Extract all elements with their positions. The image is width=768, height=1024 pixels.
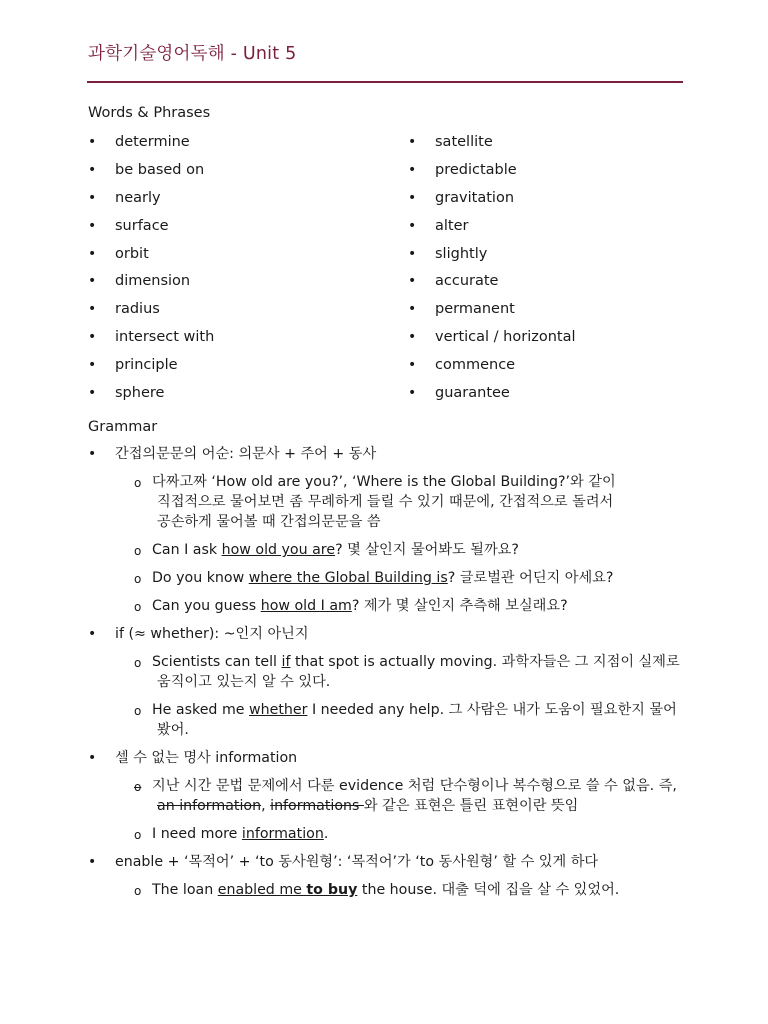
- grammar-point-title: if (≈ whether): ~인지 아닌지: [115, 626, 309, 642]
- page-title: 과학기술영어독해 - Unit 5: [88, 44, 297, 64]
- grammar-example: [134, 568, 688, 588]
- example-text: He asked me: [152, 702, 250, 718]
- word-item: • determine: [88, 131, 214, 159]
- struck-text: informations: [270, 798, 364, 814]
- words-heading: Words & Phrases: [88, 105, 211, 121]
- example-text: ? 몇 살인지 물어봐도 될까요?: [335, 542, 519, 558]
- sub-bullet: o: [134, 544, 142, 558]
- example-text: Scientists can tell: [152, 654, 282, 670]
- word-item: • commence: [408, 354, 576, 382]
- grammar-example: [134, 700, 688, 740]
- word-item: • gravitation: [408, 187, 576, 215]
- example-text: Do you know: [152, 570, 249, 586]
- example-line: [152, 796, 688, 816]
- word-item: • slightly: [408, 243, 576, 271]
- sub-bullet: o: [134, 476, 142, 490]
- grammar-example: [134, 776, 688, 816]
- word-item: • guarantee: [408, 382, 576, 410]
- grammar-point-title: 간접의문문의 어순: 의문사 + 주어 + 동사: [115, 446, 377, 462]
- underlined-text: how old I am: [260, 598, 352, 614]
- example-text: ? 글로벌관 어딘지 아세요?: [447, 570, 614, 586]
- underlined-bold-text: to buy: [306, 882, 358, 898]
- sub-bullet: o: [134, 704, 142, 718]
- grammar-example: [134, 596, 688, 616]
- grammar-point: [88, 748, 688, 844]
- word-item: • alter: [408, 215, 576, 243]
- underlined-text: how old you are: [221, 542, 336, 558]
- example-text: Can I ask: [152, 542, 222, 558]
- sub-bullet: o: [134, 656, 142, 670]
- bullet: •: [88, 750, 97, 766]
- example-text: 봤어.: [157, 722, 189, 738]
- example-text: I need more: [152, 826, 242, 842]
- word-item: • dimension: [88, 270, 214, 298]
- underlined-text: if: [281, 654, 291, 670]
- grammar-section: [88, 444, 688, 908]
- grammar-point: [88, 444, 688, 616]
- example-text: that spot is actually moving. 과학자들은 그 지점이 실제로: [290, 654, 680, 670]
- grammar-point: [88, 852, 688, 900]
- example-text: ? 제가 몇 살인지 추측해 보실래요?: [351, 598, 568, 614]
- grammar-example: [134, 880, 688, 900]
- bullet: •: [88, 854, 97, 870]
- example-text: 직접적으로 물어보면 좀 무례하게 들릴 수 있기 때문에, 간접적으로 돌려서: [157, 494, 614, 510]
- grammar-point: [88, 624, 688, 740]
- example-text: 움직이고 있는지 알 수 있다.: [157, 674, 331, 690]
- sub-bullet: o: [134, 884, 142, 898]
- grammar-heading: Grammar: [88, 419, 158, 435]
- grammar-point-title: 셀 수 없는 명사 information: [115, 750, 298, 766]
- sub-bullet: o: [134, 600, 142, 614]
- title-divider: [87, 81, 683, 83]
- word-item: • permanent: [408, 298, 576, 326]
- sub-bullet: o: [134, 572, 142, 586]
- underlined-text: enabled me: [217, 882, 307, 898]
- bullet: •: [88, 446, 97, 462]
- example-text: 공손하게 물어볼 때 간접의문문을 씀: [157, 514, 381, 530]
- example-text: .: [323, 826, 329, 842]
- grammar-example: [134, 472, 688, 532]
- example-text: The loan: [152, 882, 218, 898]
- example-text: Can you guess: [152, 598, 261, 614]
- example-text: 와 같은 표현은 틀린 표현이란 뜻임: [363, 798, 579, 814]
- grammar-point-title: enable + ‘목적어’ + ‘to 동사원형’: ‘목적어’가 ‘to 동사원형’ 할 수 있게 하다: [115, 854, 599, 870]
- words-list-left: [88, 131, 214, 410]
- example-text: ,: [261, 798, 271, 814]
- bullet: •: [88, 626, 97, 642]
- word-item: • accurate: [408, 270, 576, 298]
- example-text: the house. 대출 덕에 집을 살 수 있었어.: [357, 882, 620, 898]
- word-item: • predictable: [408, 159, 576, 187]
- word-item: • intersect with: [88, 326, 214, 354]
- word-item: • satellite: [408, 131, 576, 159]
- example-text: 다짜고짜 ‘How old are you?’, ‘Where is the Global Building?’와 같이: [152, 474, 616, 490]
- word-item: • surface: [88, 215, 214, 243]
- word-item: • nearly: [88, 187, 214, 215]
- underlined-text: information: [241, 826, 324, 842]
- word-item: • be based on: [88, 159, 214, 187]
- struck-text: an information: [157, 798, 262, 814]
- example-text: 지난 시간 문법 문제에서 다룬 evidence 처럼 단수형이나 복수형으로 쓸 수 없음. 즉,: [152, 778, 677, 794]
- grammar-example: [134, 652, 688, 692]
- example-text: I needed any help. 그 사람은 내가 도움이 필요한지 물어: [307, 702, 677, 718]
- underlined-text: whether: [249, 702, 308, 718]
- underlined-text: where the Global Building is: [248, 570, 448, 586]
- words-list-right: [408, 131, 576, 410]
- word-item: • orbit: [88, 243, 214, 271]
- grammar-example: [134, 824, 688, 844]
- sub-bullet: o: [134, 780, 142, 794]
- word-item: • radius: [88, 298, 214, 326]
- word-item: • sphere: [88, 382, 214, 410]
- sub-bullet: o: [134, 828, 142, 842]
- grammar-example: [134, 540, 688, 560]
- word-item: • principle: [88, 354, 214, 382]
- word-item: • vertical / horizontal: [408, 326, 576, 354]
